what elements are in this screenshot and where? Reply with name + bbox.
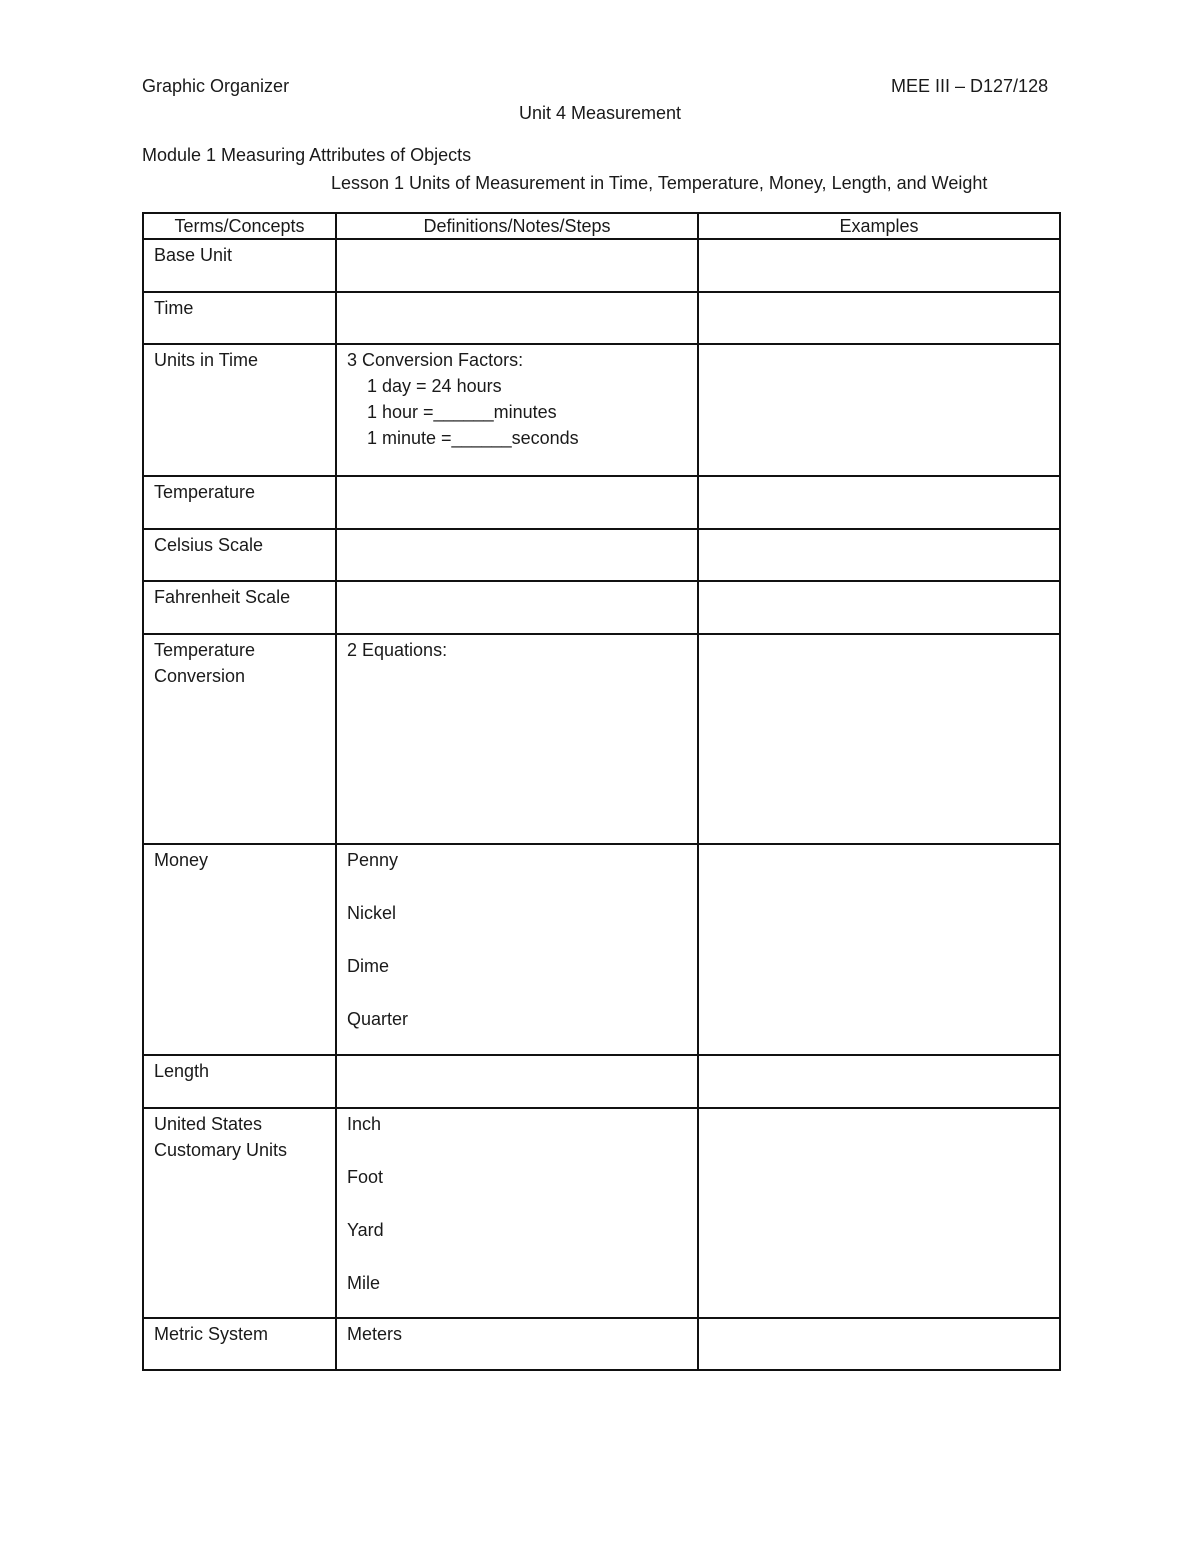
term-cell: Metric System [143, 1318, 336, 1370]
notes-cell[interactable] [336, 239, 698, 292]
unit-inch: Inch [347, 1114, 382, 1134]
module-title: Module 1 Measuring Attributes of Objects [142, 145, 472, 165]
term-cell [143, 634, 336, 844]
graphic-organizer-table [142, 212, 1061, 1371]
unit-foot: Foot [347, 1167, 384, 1187]
unit-yard: Yard [347, 1220, 384, 1240]
examples-cell[interactable] [698, 634, 1060, 844]
coin-dime: Dime [347, 956, 390, 976]
row-temperature [143, 476, 1060, 529]
examples-cell[interactable] [698, 844, 1060, 1055]
row-units-in-time [143, 344, 1060, 476]
notes-cell[interactable]: Meters [336, 1318, 698, 1370]
header-terms: Terms/Concepts [143, 213, 336, 239]
coin-nickel: Nickel [347, 903, 397, 923]
header-definitions: Definitions/Notes/Steps [336, 213, 698, 239]
examples-cell[interactable] [698, 1108, 1060, 1318]
term-cell: Base Unit [143, 239, 336, 292]
term-cell [143, 1108, 336, 1318]
row-time [143, 292, 1060, 344]
examples-cell[interactable] [698, 292, 1060, 344]
term-line: United States [154, 1114, 263, 1134]
document-label: Graphic Organizer [142, 76, 290, 96]
examples-cell[interactable] [698, 239, 1060, 292]
lesson-title: Lesson 1 Units of Measurement in Time, Temperature, Money, Length, and Weight [331, 173, 988, 193]
examples-cell[interactable] [698, 581, 1060, 634]
examples-cell[interactable] [698, 344, 1060, 476]
examples-cell[interactable] [698, 529, 1060, 581]
notes-cell[interactable] [336, 634, 698, 844]
term-cell: Length [143, 1055, 336, 1108]
row-metric-system [143, 1318, 1060, 1370]
notes-cell[interactable] [336, 844, 698, 1055]
notes-cell[interactable] [336, 1108, 698, 1318]
conversion-hour: 1 hour =______minutes [367, 402, 557, 422]
term-line: Conversion [154, 666, 246, 686]
unit-mile: Mile [347, 1273, 381, 1293]
row-length [143, 1055, 1060, 1108]
examples-cell[interactable] [698, 1318, 1060, 1370]
term-cell: Celsius Scale [143, 529, 336, 581]
row-us-customary-units [143, 1108, 1060, 1318]
unit-title: Unit 4 Measurement [518, 103, 682, 123]
course-code: MEE III – D127/128 [891, 76, 1049, 96]
notes-cell[interactable] [336, 476, 698, 529]
term-cell: Units in Time [143, 344, 336, 476]
term-line: Customary Units [154, 1140, 288, 1160]
notes-cell[interactable] [336, 292, 698, 344]
examples-cell[interactable] [698, 1055, 1060, 1108]
coin-quarter: Quarter [347, 1009, 409, 1029]
header-examples: Examples [698, 213, 1060, 239]
term-cell: Money [143, 844, 336, 1055]
notes-cell[interactable] [336, 344, 698, 476]
term-cell: Temperature [143, 476, 336, 529]
row-money [143, 844, 1060, 1055]
equations-heading: 2 Equations: [347, 640, 448, 660]
term-cell: Fahrenheit Scale [143, 581, 336, 634]
row-fahrenheit-scale [143, 581, 1060, 634]
conversion-factors-heading: 3 Conversion Factors: [347, 350, 524, 370]
term-line: Temperature [154, 640, 256, 660]
notes-cell[interactable] [336, 581, 698, 634]
table-header-row [143, 213, 1060, 239]
row-base-unit [143, 239, 1060, 292]
row-celsius-scale [143, 529, 1060, 581]
coin-penny: Penny [347, 850, 399, 870]
examples-cell[interactable] [698, 476, 1060, 529]
conversion-minute: 1 minute =______seconds [367, 428, 579, 448]
notes-cell[interactable] [336, 1055, 698, 1108]
conversion-day: 1 day = 24 hours [367, 376, 502, 396]
term-cell: Time [143, 292, 336, 344]
row-temperature-conversion [143, 634, 1060, 844]
notes-cell[interactable] [336, 529, 698, 581]
